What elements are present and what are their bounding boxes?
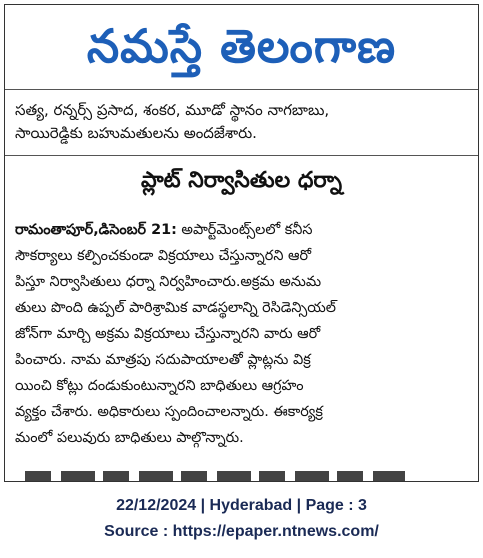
article-body [15, 217, 470, 451]
article-first-line-text: అపార్ట్‌మెంట్స్‌లలో కనీస [176, 222, 313, 238]
article-line: వ్యక్తం చేశారు. అధికారులు స్పందించాలన్నారు. ఈకార్యక్ర [15, 404, 323, 420]
masthead-divider [5, 89, 478, 90]
article-first-line [15, 217, 470, 243]
article-line: మంలో పలువురు బాధితులు పాల్గొన్నారు. [15, 430, 244, 446]
edition-info: 22/12/2024 | Hyderabad | Page : 3 [116, 497, 367, 514]
previous-article-line: సాయిరెడ్డికు బహుమతులను అందజేశారు. [15, 124, 257, 142]
article-headline: ప్లాట్ నిర్వాసితుల ధర్నా [140, 168, 343, 193]
article-dateline: రామంతాపూర్,డిసెంబర్ 21: [15, 222, 177, 238]
previous-article-line: సత్య, రన్నర్స్ ప్రసాద, శంకర, మూడో స్థానం నాగబాబు, [15, 101, 330, 119]
source-link[interactable]: Source : https://epaper.ntnews.com/ [104, 523, 379, 540]
article-line: పిస్తూ నిర్వాసితులు ధర్నా నిర్వహించారు.అక్రమ అనుమ [15, 274, 322, 290]
article-line: తులు పొంది ఉప్పల్ పారిశ్రామిక వాడస్థలాన్ని రెసిడెన్సియల్ [15, 300, 336, 316]
section-divider [5, 155, 478, 156]
newspaper-clipping [4, 4, 479, 482]
cropped-next-article-text [25, 471, 405, 481]
article-line: సౌకర్యాలు కల్పించకుండా విక్రయాలు చేస్తున్నారని ఆరో [15, 248, 312, 264]
previous-article-tail [15, 99, 470, 145]
clipping-footer [0, 493, 483, 545]
article-line: యించి కోట్లు దండుకుంటున్నారని బాధితులు ఆగ్రహం [15, 378, 304, 394]
article-line: పించారు. నామ మాత్రపు సదుపాయాలతో ప్లాట్లను విక్ర [15, 352, 311, 368]
article-line: జోన్‌గా మార్చి అక్రమ విక్రయాలు చేస్తున్నారని వారు ఆరో [15, 326, 321, 342]
masthead-title: నమస్తే తెలంగాణ [86, 19, 397, 73]
